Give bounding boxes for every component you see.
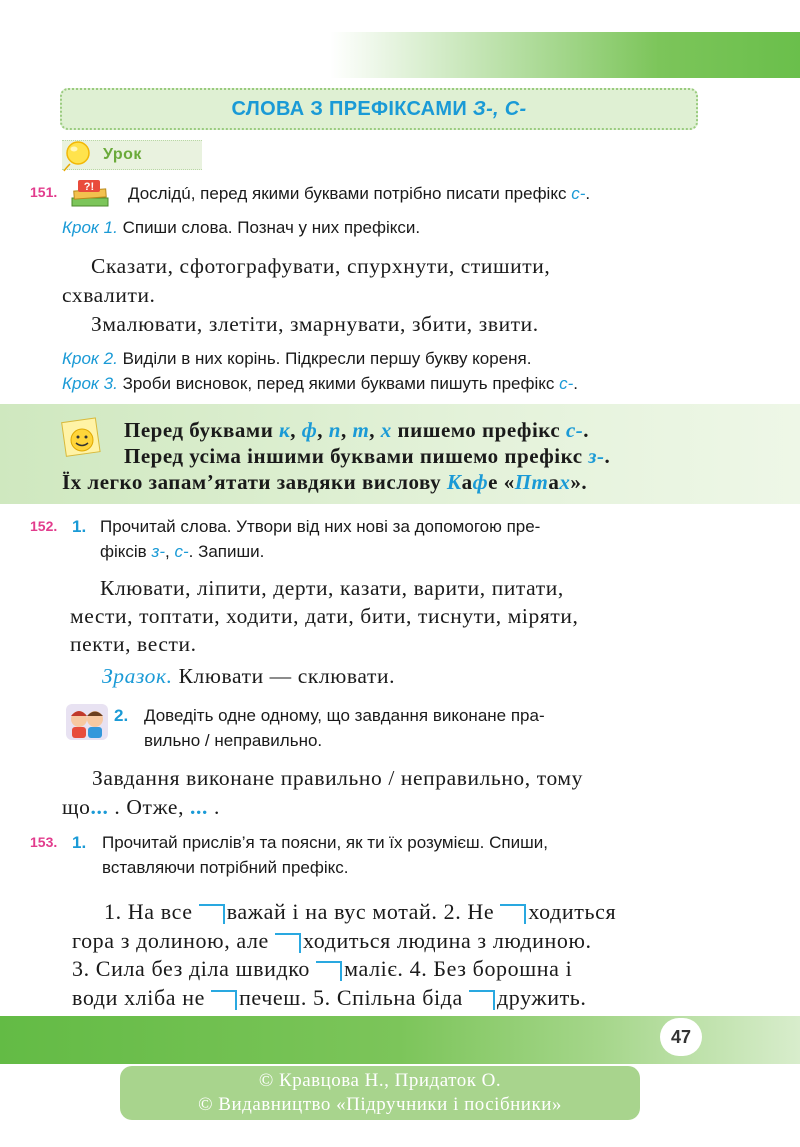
ex152-step1-line2: фіксів з-, с-. Запиши. xyxy=(100,542,265,561)
blank-slot xyxy=(275,933,301,953)
ex153-step1-line2: вставляючи потрібний префікс. xyxy=(102,858,349,877)
exercise-number-151: 151. xyxy=(30,184,58,200)
exercise-number-152: 152. xyxy=(30,518,58,534)
ex152-step2-number: 2. xyxy=(114,706,129,725)
copyright-box xyxy=(120,1066,640,1120)
ex152-step2-line2: вильно / неправильно. xyxy=(144,731,323,750)
rule-line2: Перед усіма іншими буквами пишемо префікс з-. xyxy=(124,444,611,468)
books-question-icon xyxy=(64,176,120,212)
section-title: СЛОВА З ПРЕФІКСАМИ З-, С- xyxy=(231,97,527,120)
header-band xyxy=(330,32,800,78)
ex151-words-line1: Сказати, сфотографувати, спурхнути, стишити, xyxy=(91,254,551,278)
ex151-step3: Крок 3. Зроби висновок, перед якими буквами пишуть префікс с-. xyxy=(62,374,578,393)
smiley-note-icon xyxy=(60,416,104,460)
proverb-line1: 1. На все важай і на вус мотай. 2. Не ходиться xyxy=(104,899,617,924)
ex153-step1-line1: Прочитай прислів’я та поясни, як ти їх розумієш. Спиши, xyxy=(102,833,548,852)
ex152-words-line2: мести, топтати, ходити, дати, бити, тиснути, міряти, xyxy=(70,604,579,628)
ex151-words-line3: Змалювати, злетіти, змарнувати, збити, звити. xyxy=(91,312,539,336)
ex153-step1-number: 1. xyxy=(72,833,87,852)
section-title-box xyxy=(60,88,698,130)
lightbulb-icon xyxy=(60,138,96,174)
children-pair-icon xyxy=(64,702,110,742)
ex152-words-line3: пекти, вести. xyxy=(70,632,197,656)
ex152-words-line1: Клювати, ліпити, дерти, казати, варити, питати, xyxy=(100,576,564,600)
blank-slot xyxy=(316,961,342,981)
blank-slot xyxy=(469,990,495,1010)
proverb-line4: води хліба не печеш. 5. Спільна біда дружить. xyxy=(72,985,587,1010)
proverb-line3: 3. Сила без діла швидко маліє. 4. Без борошна і xyxy=(72,956,573,981)
ex151-step2: Крок 2. Виділи в них корінь. Підкресли першу букву кореня. xyxy=(62,349,532,368)
copyright-publisher: © Видавництво «Підручники і посібники» xyxy=(198,1094,562,1115)
svg-text:?!: ?! xyxy=(83,181,95,193)
ex152-step2-line1: Доведіть одне одному, що завдання виконане пра- xyxy=(144,706,545,725)
rule-line3: Їх легко запам’ятати завдяки вислову Кафе «Птах». xyxy=(62,470,588,494)
ex151-words-line2: схвалити. xyxy=(62,283,156,307)
lesson-label: Урок xyxy=(103,146,142,163)
copyright-authors: © Кравцова Н., Придаток О. xyxy=(258,1070,502,1091)
blank-slot xyxy=(199,904,225,924)
page-number: 47 xyxy=(660,1018,702,1056)
ex152-answer-line2: що... . Отже, ... . xyxy=(62,795,220,819)
proverb-line2: гора з долиною, але ходиться людина з людиною. xyxy=(72,928,592,953)
ex152-sample: Зразок. Клювати — склювати. xyxy=(102,664,396,688)
ex151-step1: Крок 1. Спиши слова. Познач у них префікси. xyxy=(62,218,421,237)
blank-slot xyxy=(500,904,526,924)
rule-line1: Перед буквами к, ф, п, т, х пишемо префікс с-. xyxy=(124,418,590,442)
ex152-step1-number: 1. xyxy=(72,517,87,536)
ex152-answer-line1: Завдання виконане правильно / неправильно, тому xyxy=(92,766,583,790)
exercise-number-153: 153. xyxy=(30,834,58,850)
ex151-instruction: Дослідú, перед якими буквами потрібно писати префікс с-. xyxy=(128,184,591,203)
blank-slot xyxy=(211,990,237,1010)
ex152-step1-line1: Прочитай слова. Утвори від них нові за допомогою пре- xyxy=(100,517,541,536)
